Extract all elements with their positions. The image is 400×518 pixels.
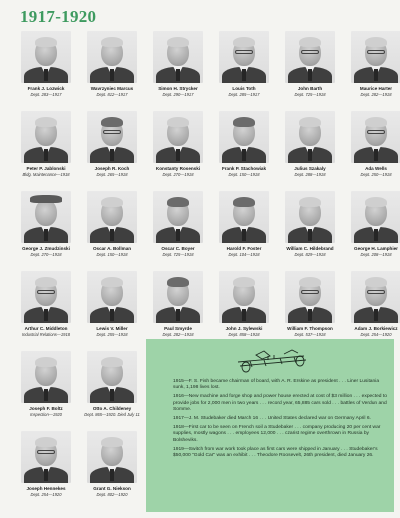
person-card: [150, 191, 206, 271]
portrait-photo: [87, 111, 137, 163]
portrait-photo: [285, 191, 335, 243]
person-department: Dept. 858—1918: [228, 331, 260, 337]
person-department: Dept. 725—1918: [162, 251, 194, 257]
portrait-photo: [153, 191, 203, 243]
person-department: Dept. 282—1918: [360, 91, 392, 97]
portrait-photo: [87, 191, 137, 243]
person-name: Lewis V. Miller: [96, 326, 128, 331]
portrait-photo: [351, 271, 400, 323]
person-name: Louis Toth: [232, 86, 256, 91]
timeline-event-1919: 1919—Switch from war work took place as first cars were shipped in January . . . Studebaker's $50,000 "Gold Car" was an exhibit . . . Theodore Roosevelt, 26th president, died January 26.: [173, 446, 378, 459]
portrait-photo: [87, 351, 137, 403]
person-department: Dept. 265—1918: [96, 171, 128, 177]
person-department: Bldg. Maintenance—1918: [22, 171, 70, 177]
person-card: [348, 191, 400, 271]
person-department: Dept. 104—1918: [228, 251, 260, 257]
person-card: [18, 31, 74, 111]
portrait-photo: [21, 191, 71, 243]
person-department: Dept. 288—1918: [294, 171, 326, 177]
person-department: Dept. 537—1918: [294, 331, 326, 337]
person-card: [216, 31, 272, 111]
portrait-photo: [351, 111, 400, 163]
person-department: Inspection—1920: [30, 411, 62, 417]
person-card: [84, 31, 140, 111]
person-card: [84, 111, 140, 191]
person-name: George J. Zmudzinski: [22, 246, 70, 251]
portrait-photo: [219, 31, 269, 83]
person-name: Maurice Harter: [359, 86, 393, 91]
person-card: [150, 111, 206, 191]
person-name: John J. Sylewski: [225, 326, 263, 331]
portrait-photo: [21, 271, 71, 323]
person-department: Dept. 270—1918: [162, 171, 194, 177]
portrait-photo: [87, 31, 137, 83]
person-name: Joseph Hennekes: [26, 486, 66, 491]
person-name: Simon H. Strycker: [158, 86, 198, 91]
person-department: Dept. 829—1918: [294, 251, 326, 257]
person-department: Dept. 282—1918: [162, 331, 194, 337]
person-department: Dept. 208—1918: [360, 251, 392, 257]
person-card: [18, 271, 74, 351]
portrait-photo: [21, 351, 71, 403]
portrait-row: [18, 111, 394, 191]
portrait-photo: [285, 271, 335, 323]
person-department: Dept. 150—1918: [228, 171, 260, 177]
person-department: Industrial Relations—1918: [21, 331, 70, 337]
person-department: Dept. 283—1917: [30, 91, 62, 97]
person-card: [150, 31, 206, 111]
person-name: John Barth: [297, 86, 323, 91]
person-name: Oscar C. Boyer: [161, 246, 195, 251]
person-card: [18, 431, 74, 511]
page-title: 1917-1920: [20, 7, 97, 26]
person-name: Oscar A. Bollman: [92, 246, 132, 251]
person-name: Ada Wells: [365, 166, 387, 171]
person-card: [18, 111, 74, 191]
person-card: [84, 431, 140, 511]
portrait-photo: [219, 111, 269, 163]
person-card: [84, 191, 140, 271]
portrait-photo: [153, 31, 203, 83]
portrait-photo: [153, 111, 203, 163]
person-department: Dept. 725—1918: [294, 91, 326, 97]
person-card: [84, 271, 140, 351]
timeline-event-1915: 1915—F. S. Fish became chairman of board, with A. R. Erskine as president . . . Liner Lusitania sunk, 1,198 lives lost.: [173, 379, 380, 391]
portrait-row: [18, 191, 398, 271]
person-name: Joseph R. Koch: [94, 166, 130, 171]
portrait-photo: [153, 271, 203, 323]
person-name: Adam J. Borkiewicz: [354, 326, 398, 331]
person-department: Dept. 255—1918: [96, 331, 128, 337]
timeline-event-1916: 1916—New machine and forge shop and power house erected at cost of $3 million . . . expected to provide jobs for 2,000 men in two years . . . record year, 65,885 cars sold . . . battles of Verdun and Somme.: [173, 394, 387, 413]
timeline-events: [173, 379, 387, 462]
person-card: [348, 111, 400, 191]
person-card: [348, 31, 400, 111]
person-name: Frank J. Lozwick: [27, 86, 65, 91]
person-name: Peter P. Jablonski: [26, 166, 66, 171]
portrait-photo: [87, 271, 137, 323]
person-name: William F. Thompson: [287, 326, 333, 331]
person-name: Joseph F. Boltz: [29, 406, 63, 411]
portrait-photo: [87, 431, 137, 483]
person-name: Harold F. Foster: [226, 246, 262, 251]
person-name: William C. Hildebrand: [286, 246, 334, 251]
portrait-photo: [285, 111, 335, 163]
portrait-photo: [219, 191, 269, 243]
person-name: Otto A. Childeney: [92, 406, 132, 411]
person-department: Dept. 250—1918: [360, 171, 392, 177]
person-name: Arthur C. Middleton: [24, 326, 68, 331]
person-card: [282, 191, 338, 271]
portrait-row: [18, 31, 394, 111]
person-department: Dept. 812—1917: [96, 91, 128, 97]
person-name: Julius Szakaly: [294, 166, 326, 171]
portrait-photo: [21, 111, 71, 163]
person-name: Frank P. Stachowiak: [221, 166, 267, 171]
person-card: [282, 111, 338, 191]
portrait-photo: [219, 271, 269, 323]
person-department: Dept. 285—1917: [228, 91, 260, 97]
portrait-photo: [285, 31, 335, 83]
person-department: Dept. 270—1918: [30, 251, 62, 257]
person-name: Paul Smyrde: [164, 326, 192, 331]
person-department: Dept. 802—1920: [96, 491, 128, 497]
person-department: Dept. 150—1918: [96, 251, 128, 257]
person-name: Grant G. Niekson: [93, 486, 131, 491]
timeline-event-1918: 1918—First car to be seen on French soil a Studebaker . . . company producing 20 per cent war supplies, mostly wagons . . . employees 12,000 . . . czarist regime overthrown in Russia by Bolsheviks.: [173, 424, 381, 443]
person-card: [84, 351, 140, 431]
timeline-panel: [146, 339, 394, 512]
person-card: [18, 351, 74, 431]
person-department: Dept. 865—1920. Died July 11: [84, 411, 140, 417]
person-card: [216, 111, 272, 191]
timeline-event-1917: 1917—J. M. Studebaker died March 16 . . . United States declared war on Germany April 6.: [173, 416, 371, 422]
portrait-photo: [21, 31, 71, 83]
person-department: Dept. 254—1920: [360, 331, 392, 337]
portrait-photo: [351, 191, 400, 243]
person-department: Dept. 254—1920: [30, 491, 62, 497]
car-chassis-illustration: [234, 347, 314, 373]
person-name: George H. Lamphier: [354, 246, 398, 251]
person-department: Dept. 290—1917: [162, 91, 194, 97]
person-name: Konstanty Rosenski: [155, 166, 201, 171]
portrait-photo: [21, 431, 71, 483]
person-name: Wavrzyniec Marcus: [90, 86, 134, 91]
person-card: [282, 31, 338, 111]
portrait-photo: [351, 31, 400, 83]
person-card: [216, 191, 272, 271]
person-card: [18, 191, 74, 271]
